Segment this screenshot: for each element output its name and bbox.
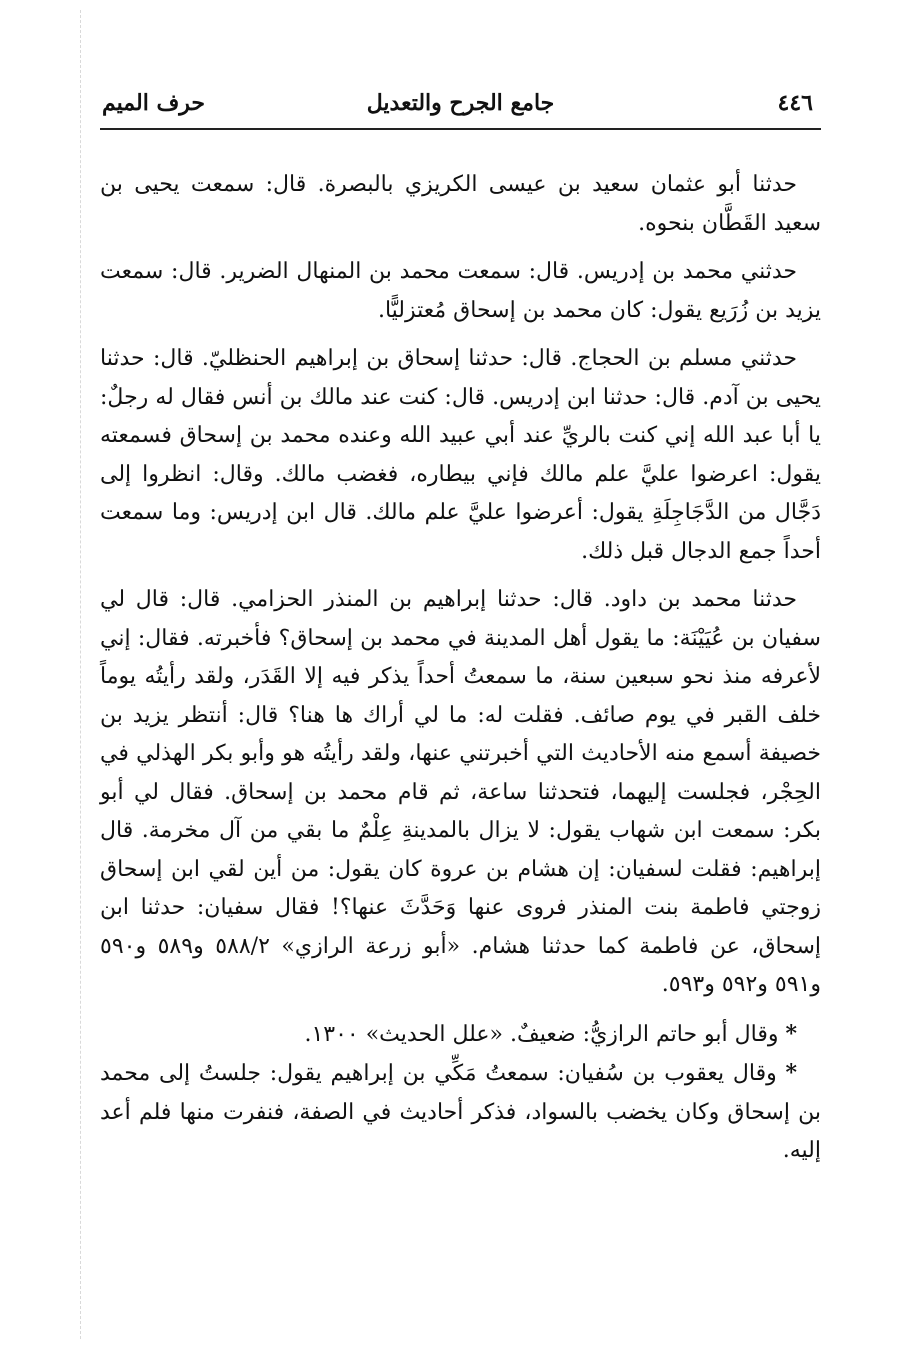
header-rule <box>100 128 821 130</box>
paragraph-6 <box>100 1054 821 1171</box>
paragraph-5 <box>100 1015 821 1055</box>
body-text <box>100 166 821 1171</box>
paragraph-1: حدثنا أبو عثمان سعيد بن عيسى الكريزي بالبصرة. قال: سمعت يحيى بن سعيد القَطَّان بنحوه. <box>100 172 821 236</box>
paragraph-5-text: وقال أبو حاتم الرازيُّ: ضعيفٌ. «علل الحديث» ١٣٠٠. <box>304 1021 779 1047</box>
paragraph-2: حدثني محمد بن إدريس. قال: سمعت محمد بن المنهال الضرير. قال: سمعت يزيد بن زُرَيع يقول: كان محمد بن إسحاق مُعتزليًّا. <box>100 259 821 323</box>
paragraph-4: حدثنا محمد بن داود. قال: حدثنا إبراهيم بن المنذر الحزامي. قال: قال لي سفيان بن عُيَيْنَة: ما يقول أهل المدينة في محمد بن إسحاق؟ فأخبرته. فقال: إني لأعرفه منذ نحو سبعين سنة، ما سمعتُ أحداً يذكر فيه إلا القَدَر، ولقد رأيتُه يوماً خلف القبر في يوم صائف. فقلت له: ما لي أراك ها هنا؟ قال: أنتظر يزيد بن خصيفة أسمع منه الأحاديث التي أخبرتني عنها، ولقد رأيتُه هو وأبو بكر الهذلي في الحِجْر، فجلست إليهما، فتحدثنا ساعة، ثم قام محمد بن إسحاق. فقال لي أبو بكر: سمعت ابن شهاب يقول: لا يزال بالمدينةِ عِلْمٌ ما بقي من آل مخرمة. قال إبراهيم: فقلت لسفيان: إن هشام بن عروة كان يقول: من أين لقي ابن إسحاق زوجتي فاطمة بنت المنذر فروى عنها وَحَدَّثَ عنها؟! فقال سفيان: حدثنا ابن إسحاق، عن فاطمة كما حدثنا هشام. «أبو زرعة الرازي» ٥٨٨/٢ و٥٨٩ و٥٩٠ و٥٩١ و٥٩٢ و٥٩٣. <box>100 587 821 997</box>
book-title: جامع الجرح والتعديل <box>366 90 555 116</box>
paragraph-3: حدثني مسلم بن الحجاج. قال: حدثنا إسحاق بن إبراهيم الحنظليّ. قال: حدثنا يحيى بن آدم. قال: حدثنا ابن إدريس. قال: كنت عند مالك بن أنس فقال له رجلٌ: يا أبا عبد الله إني كنت بالريِّ عند أبي عبيد الله وعنده محمد بن إسحاق فسمعته يقول: اعرضوا عليَّ علم مالك فإني بيطاره، فغضب مالك. وقال: انظروا إلى دَجَّال من الدَّجَاجِلَةِ يقول: أعرضوا عليَّ علم مالك. قال ابن إدريس: وما سمعت أحداً جمع الدجال قبل ذلك. <box>100 346 822 564</box>
running-header <box>100 84 821 124</box>
paragraph-6-text: وقال يعقوب بن سُفيان: سمعتُ مَكِّي بن إبراهيم يقول: جلستُ إلى محمد بن إسحاق وكان يخضب بالسواد، فذكر أحاديث في الصفة، فنفرت منها فلم أعد إليه. <box>100 1061 821 1163</box>
bullet-star: * <box>785 1060 797 1086</box>
chapter-title: حرف الميم <box>102 90 206 116</box>
bullet-star: * <box>785 1020 797 1047</box>
page-number: ٤٤٦ <box>777 90 813 116</box>
scan-margin-line <box>80 10 81 1339</box>
